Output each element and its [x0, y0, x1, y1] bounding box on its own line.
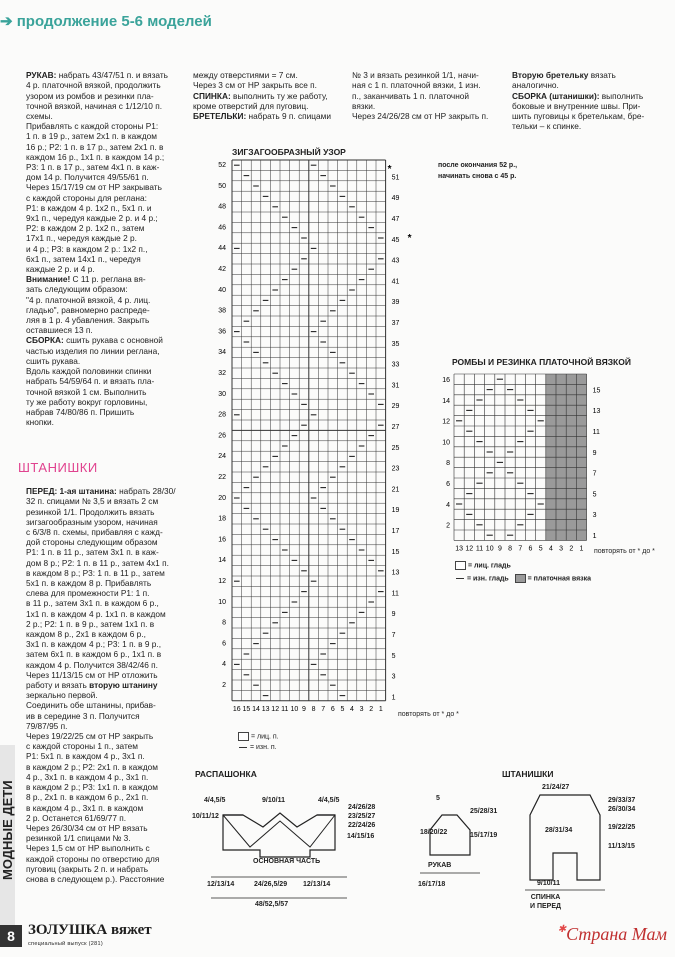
col-label: 4: [548, 545, 553, 553]
shtan-right-3: 11/13/15: [608, 843, 635, 850]
row-label: 50: [218, 182, 226, 190]
col-label: 4: [350, 705, 354, 713]
rhombus-legend-face: = лиц. гладь: [455, 561, 511, 570]
rasp-total: 48/52,5/57: [255, 901, 289, 908]
second-strap-text: вязать аналогично.: [512, 70, 616, 91]
col-label: 6: [330, 705, 335, 713]
row-label: 39: [391, 299, 400, 307]
shtan-top: 21/24/27: [542, 784, 570, 791]
assembly-label: СБОРКА:: [26, 335, 64, 346]
row-label: 13: [592, 408, 601, 416]
row-label: 26: [218, 432, 226, 440]
col-label: 14: [252, 705, 260, 713]
rhombus-title: РОМБЫ И РЕЗИНКА ПЛАТОЧНОЙ ВЯЗКОЙ: [452, 357, 631, 367]
col-label: 6: [528, 545, 533, 553]
col-label: 1: [378, 705, 383, 713]
watermark-logo: ✱Страна Мам: [557, 924, 667, 944]
row-label: 30: [218, 390, 226, 398]
row-label: 10: [442, 439, 450, 447]
row-label: 25: [391, 444, 400, 452]
rasp-bottom-3: 12/13/14: [303, 881, 331, 888]
row-label: 20: [218, 494, 226, 502]
header-title: продолжение 5-6 моделей: [16, 13, 212, 30]
col-label: 12: [271, 705, 280, 713]
empty-cell-icon: [455, 561, 466, 570]
header-arrow-icon: ➔: [0, 13, 13, 30]
row-label: 38: [218, 307, 226, 315]
row-label: 6: [446, 481, 450, 488]
rukav-top: 5: [436, 795, 440, 802]
shtan-right-1: 29/33/37 26/30/34: [608, 797, 636, 813]
row-label: 16: [442, 377, 450, 384]
pants-assembly-label: СБОРКА (штанишки):: [512, 90, 600, 101]
shtan-width: 28/31/34: [545, 827, 573, 834]
dash-cell-icon: [456, 578, 464, 579]
row-label: 11: [391, 590, 399, 598]
row-label: 47: [391, 216, 400, 223]
row-label: 45: [391, 236, 400, 244]
zigzag-repeat: повторять от * до *: [398, 711, 459, 718]
rukav-side: 25/28/31: [470, 808, 498, 815]
sleeve-heading: РУКАВ:: [26, 70, 57, 81]
row-label: 15: [391, 548, 400, 556]
rukav-height: 15/17/19: [470, 832, 498, 839]
zigzag-note-1: после окончания 52 р.,: [438, 162, 518, 169]
empty-cell-icon: [238, 732, 249, 741]
shtan-bottom: 9/10/11: [537, 880, 560, 887]
dash-cell-icon: [239, 747, 247, 748]
join-legs-text: Соединить обе штанины, прибав- ив в середине 3 п. Получится 79/87/95 п.: [26, 700, 156, 731]
side-magazine-text: МОДНЫЕ ДЕТИ: [0, 780, 15, 880]
row-label: 19: [391, 507, 400, 515]
col-label: 9: [497, 545, 502, 553]
row-label: 4: [222, 661, 226, 669]
row-label: 2: [446, 522, 450, 530]
brand-name: ЗОЛУШКА вяжет: [28, 922, 152, 938]
row-label: 43: [391, 257, 400, 265]
row-label: 40: [218, 286, 226, 294]
col-label: 7: [518, 545, 523, 553]
assembly-text-2: Вдоль каждой половинки спинки набрать 54/59/64 п. и вязать пла- точной вязкой 1 см. Выполнить ту же работу вокруг горловины, набрав 74/80/86 п. Пришить кнопки.: [26, 366, 155, 428]
col-label: 2: [369, 705, 374, 713]
raglan-lines: [223, 815, 335, 847]
col3-text: № 3 и вязать резинкой 1/1, начи- ная с 1 п. платочной вязки, 1 изн. п., заканчивать 1 п. платочной вязки. Через 24/26/28 см от НР закрыть п.: [352, 70, 489, 122]
row-label: 2: [222, 682, 226, 689]
second-strap-label: Вторую бретельку: [512, 70, 589, 81]
row-label: 13: [391, 569, 400, 577]
rukav-width: 18/20/22: [420, 829, 448, 836]
row-label: 49: [391, 195, 400, 203]
straps-label: БРЕТЕЛЬКИ:: [193, 111, 247, 122]
front-leg-text: набрать 28/30/ 32 п. спицами № 3,5 и вязать 2 см резинкой 1/1. Продолжить вязать зигзагообразным узором, начиная с 6/3/8 п. схемы, прибавляя с кажд- дой стороны следующим образом Р1: 1 п. в 11 р., затем 3х1 п. в каж- дом 8 р.; Р2: 1 п. в 11 р., затем 4х1 п. в каждом 8 р.; Р3: 1 п. в 11 р., затем 5х1 п. в каждом 8 р. Прибавлять слева для промежности Р1: 1 п. в 11 р., затем 3х1 п. в каждом 6 р., 1х1 п. в каждом 4 р. 1х1 п. в каждом 2 р.; Р2: 1 п. в 9 р., затем 1х1 п. в каждом 8 р., 2х1 в каждом 6 р., 3х1 п. в каждом 4 р.; Р3: 1 п. в 9 р., затем 6х1 п. в каждом 6 р., 1х1 п. в каждом 4 р. Получится 38/42/46 п. Через 11/13/15 см от НР отложить работу и вязать: [26, 486, 176, 691]
row-label: 8: [446, 460, 450, 468]
row-label: 37: [391, 320, 400, 327]
zigzag-legend-face: = лиц. п.: [238, 732, 279, 741]
row-label: 12: [442, 418, 450, 426]
row-label: 15: [592, 387, 601, 395]
raspashonka-title: РАСПАШОНКА: [195, 769, 257, 779]
col-label: 10: [290, 705, 299, 713]
col-label: 16: [232, 705, 241, 713]
shtan-right-2: 19/22/25: [608, 824, 636, 831]
row-label: 10: [218, 598, 226, 606]
row-label: 34: [218, 349, 226, 357]
col-label: 7: [321, 705, 326, 713]
rasp-label-1: 4/4,5/5: [204, 797, 226, 804]
row-label: 17: [391, 528, 400, 535]
zigzag-legend-purl: = изн. п.: [238, 744, 277, 751]
rasp-bottom-1: 12/13/14: [207, 881, 235, 888]
row-label: 52: [218, 162, 226, 169]
row-label: 6: [222, 640, 226, 648]
zigzag-grid: [232, 160, 386, 701]
row-label: 32: [218, 370, 226, 377]
back-text: выполнить ту же работу, кроме отверстий для пуговиц.: [193, 90, 328, 111]
rasp-label-right: 24/26/28 23/25/27 22/24/26: [348, 804, 376, 829]
grey-cell-icon: [515, 574, 526, 583]
col-label: 13: [261, 705, 270, 713]
second-leg-label: вторую штанину: [89, 680, 158, 691]
section-title-pants: ШТАНИШКИ: [18, 460, 98, 475]
rasp-label-left: 10/11/12: [192, 813, 219, 820]
row-label: 4: [446, 501, 450, 509]
text-column-4: [512, 60, 662, 131]
row-label: 21: [391, 486, 400, 494]
rib-text: Через 26/30/34 см от НР вязать резинкой 1/1 спицами № 3.: [26, 822, 148, 844]
attention-label: Внимание!: [26, 274, 71, 285]
row-label: 51: [391, 174, 400, 182]
text-column-1: [26, 60, 178, 427]
col-label: 11: [475, 545, 484, 553]
row-label: 9: [391, 611, 396, 619]
row-label: 1: [592, 533, 597, 540]
shtanishki-diagram: [515, 785, 615, 900]
row-label: 29: [391, 403, 400, 411]
rukav-bottom: 16/17/18: [418, 881, 446, 888]
pants-assembly-text: выполнить боковые и внутренние швы. При- шить пуговицы к бретелькам, бре- тельки – к спинке.: [512, 90, 645, 132]
row-label: 27: [391, 424, 400, 431]
rasp-bottom-2: 24/26,5/29: [254, 881, 288, 888]
row-label: 7: [391, 632, 396, 639]
col-label: 12: [465, 545, 474, 553]
rasp-label-2: 9/10/11: [262, 797, 285, 804]
sleeve-raglan: Через 15/17/19 см от НР закрывать с каждой стороны для реглана: Р1: в каждом 4 р. 1х2 п., 5х1 п. и 9х1 п., чередуя каждые 2 р. и 4 р.; Р2: в каждом 2 р. 1х2 п., затем 17х1 п., чередуя каждые 2 р. и 4 р.; Р3: в каждом 2 р.: 1х2 п., 6х1 п., затем 14х1 п., чередуя каждые 2 р. и 4 р.: [26, 182, 162, 275]
row-label: 23: [391, 465, 400, 473]
star-mark: *: [387, 164, 392, 175]
rhombus-chart: [436, 368, 626, 558]
rasp-label-height: 14/15/16: [347, 833, 375, 840]
text-column-1b: [26, 476, 178, 884]
row-label: 35: [391, 340, 400, 348]
row-label: 5: [391, 652, 396, 660]
attention-text: С 11 р. реглана вя- зать следующим образом: "4 р. платочной вязкой, 4 р. лиц. гладью", равномерно распреде- ляя в 1 р. 4 убавления. Закрыть оставшиеся 13 п.: [26, 274, 151, 336]
zigzag-note-2: начинать снова с 45 р.: [438, 173, 517, 180]
shtan-caption: СПИНКА И ПЕРЕД: [530, 894, 562, 910]
col-label: 15: [242, 705, 251, 713]
star-mark: *: [407, 232, 412, 244]
row-label: 12: [218, 578, 226, 585]
col-label: 2: [569, 545, 574, 553]
row-label: 28: [218, 411, 226, 419]
col-label: 11: [281, 705, 289, 713]
star-icon: ✱: [557, 924, 567, 935]
row-label: 31: [391, 382, 400, 390]
row-label: 3: [391, 673, 396, 681]
rukav-title: РУКАВ: [428, 862, 452, 869]
zigzag-chart: [205, 158, 445, 720]
col-label: 3: [359, 705, 364, 713]
col-label: 5: [538, 545, 543, 553]
row-label: 5: [592, 491, 597, 499]
row-label: 36: [218, 328, 226, 336]
row-label: 24: [218, 453, 226, 461]
row-label: 16: [218, 536, 226, 544]
brand-subtitle: специальный выпуск (281): [28, 941, 103, 947]
col-label: 10: [485, 545, 494, 553]
assembly-text: сшить рукава с основной частью изделия по линии реглана, сшить рукава.: [26, 335, 163, 366]
row-label: 7: [592, 470, 597, 478]
text-column-3: [352, 60, 502, 121]
col-label: 9: [302, 705, 306, 713]
row-label: 14: [442, 397, 450, 405]
col-label: 8: [311, 705, 316, 713]
row-label: 1: [391, 694, 396, 702]
col-label: 5: [340, 705, 345, 713]
col-label: 8: [508, 545, 513, 553]
row-label: 3: [592, 512, 597, 520]
row-label: 42: [218, 266, 226, 273]
sleeve-intro: набрать 43/47/51 п. и вязать 4 р. платочной вязкой, продолжить узором из ромбов и резинки пла- точной вязкой, начиная с 1/12/10 п. схемы.: [26, 70, 168, 122]
rhombus-repeat: повторять от * до *: [594, 548, 655, 555]
zigzag-labels: [218, 162, 411, 713]
row-label: 8: [222, 619, 226, 627]
row-label: 46: [218, 224, 226, 232]
back-label: СПИНКА:: [193, 90, 231, 101]
zigzag-note: [438, 160, 517, 182]
page-number: 8: [0, 925, 22, 947]
col-label: 3: [559, 545, 564, 553]
row-label: 41: [391, 278, 400, 286]
text-column-2: [193, 60, 343, 121]
row-label: 33: [391, 361, 400, 369]
col2-text-1: между отверстиями = 7 см. Через 3 см от НР закрыть все п.: [193, 70, 317, 91]
row-label: 22: [218, 474, 226, 481]
shtan-title: ШТАНИШКИ: [502, 769, 554, 779]
front-leg-label: ПЕРЕД: 1-ая штанина:: [26, 486, 117, 497]
row-label: 18: [218, 515, 226, 523]
col-label: 1: [579, 545, 584, 553]
row-label: 48: [218, 203, 226, 211]
buttonhole-text: Через 1,5 см от НР выполнить с каждой стороны по отверстию для пуговиц (закрыть 2 п. и набрать снова в следующем р.). Расстояние: [26, 843, 165, 884]
decrease-text: Через 19/22/25 см от НР закрыть с каждой стороны 1 п., затем Р1: 5х1 п. в каждом 4 р., 3х1 п. в каждом 2 р.; Р2: 2х1 п. в каждом 4 р., 3х1 п. в каждом 4 р., 3х1 п. в каждом 2 р.; Р3: 1х1 п. в каждом 8 р., 2х1 п. в каждом 6 р., 2х1 п. в каждом 4 р., 3х1 п. в каждом 2 р. Останется 61/69/77 п.: [26, 731, 158, 823]
row-label: 14: [218, 557, 226, 565]
rasp-label-3: 4/4,5/5: [318, 797, 340, 804]
sleeve-increase: Прибавлять с каждой стороны Р1: 1 п. в 19 р., затем 2х1 п. в каждом 16 р.; Р2: 1 п. в 17 р., затем 2х1 п. в каждом 16 р., 1х1 п. в каждом 14 р.; Р3: 1 п. в 17 р., затем 4х1 п. в каж- дом 14 р. Получится 49/55/61 п.: [26, 121, 165, 183]
straps-text: набрать 9 п. спицами: [246, 111, 331, 122]
row-label: 44: [218, 245, 226, 253]
rhombus-grid: [454, 374, 587, 540]
second-leg-tail: зеркально первой.: [26, 690, 98, 701]
rasp-center: ОСНОВНАЯ ЧАСТЬ: [253, 858, 321, 865]
rhombus-legend-purl: = изн. гладь = платочная вязка: [455, 574, 591, 583]
page-header: [0, 12, 212, 30]
row-label: 9: [592, 449, 597, 457]
zigzag-title: ЗИГЗАГООБРАЗНЫЙ УЗОР: [232, 147, 346, 157]
row-label: 11: [592, 429, 600, 436]
col-label: 13: [455, 545, 463, 553]
